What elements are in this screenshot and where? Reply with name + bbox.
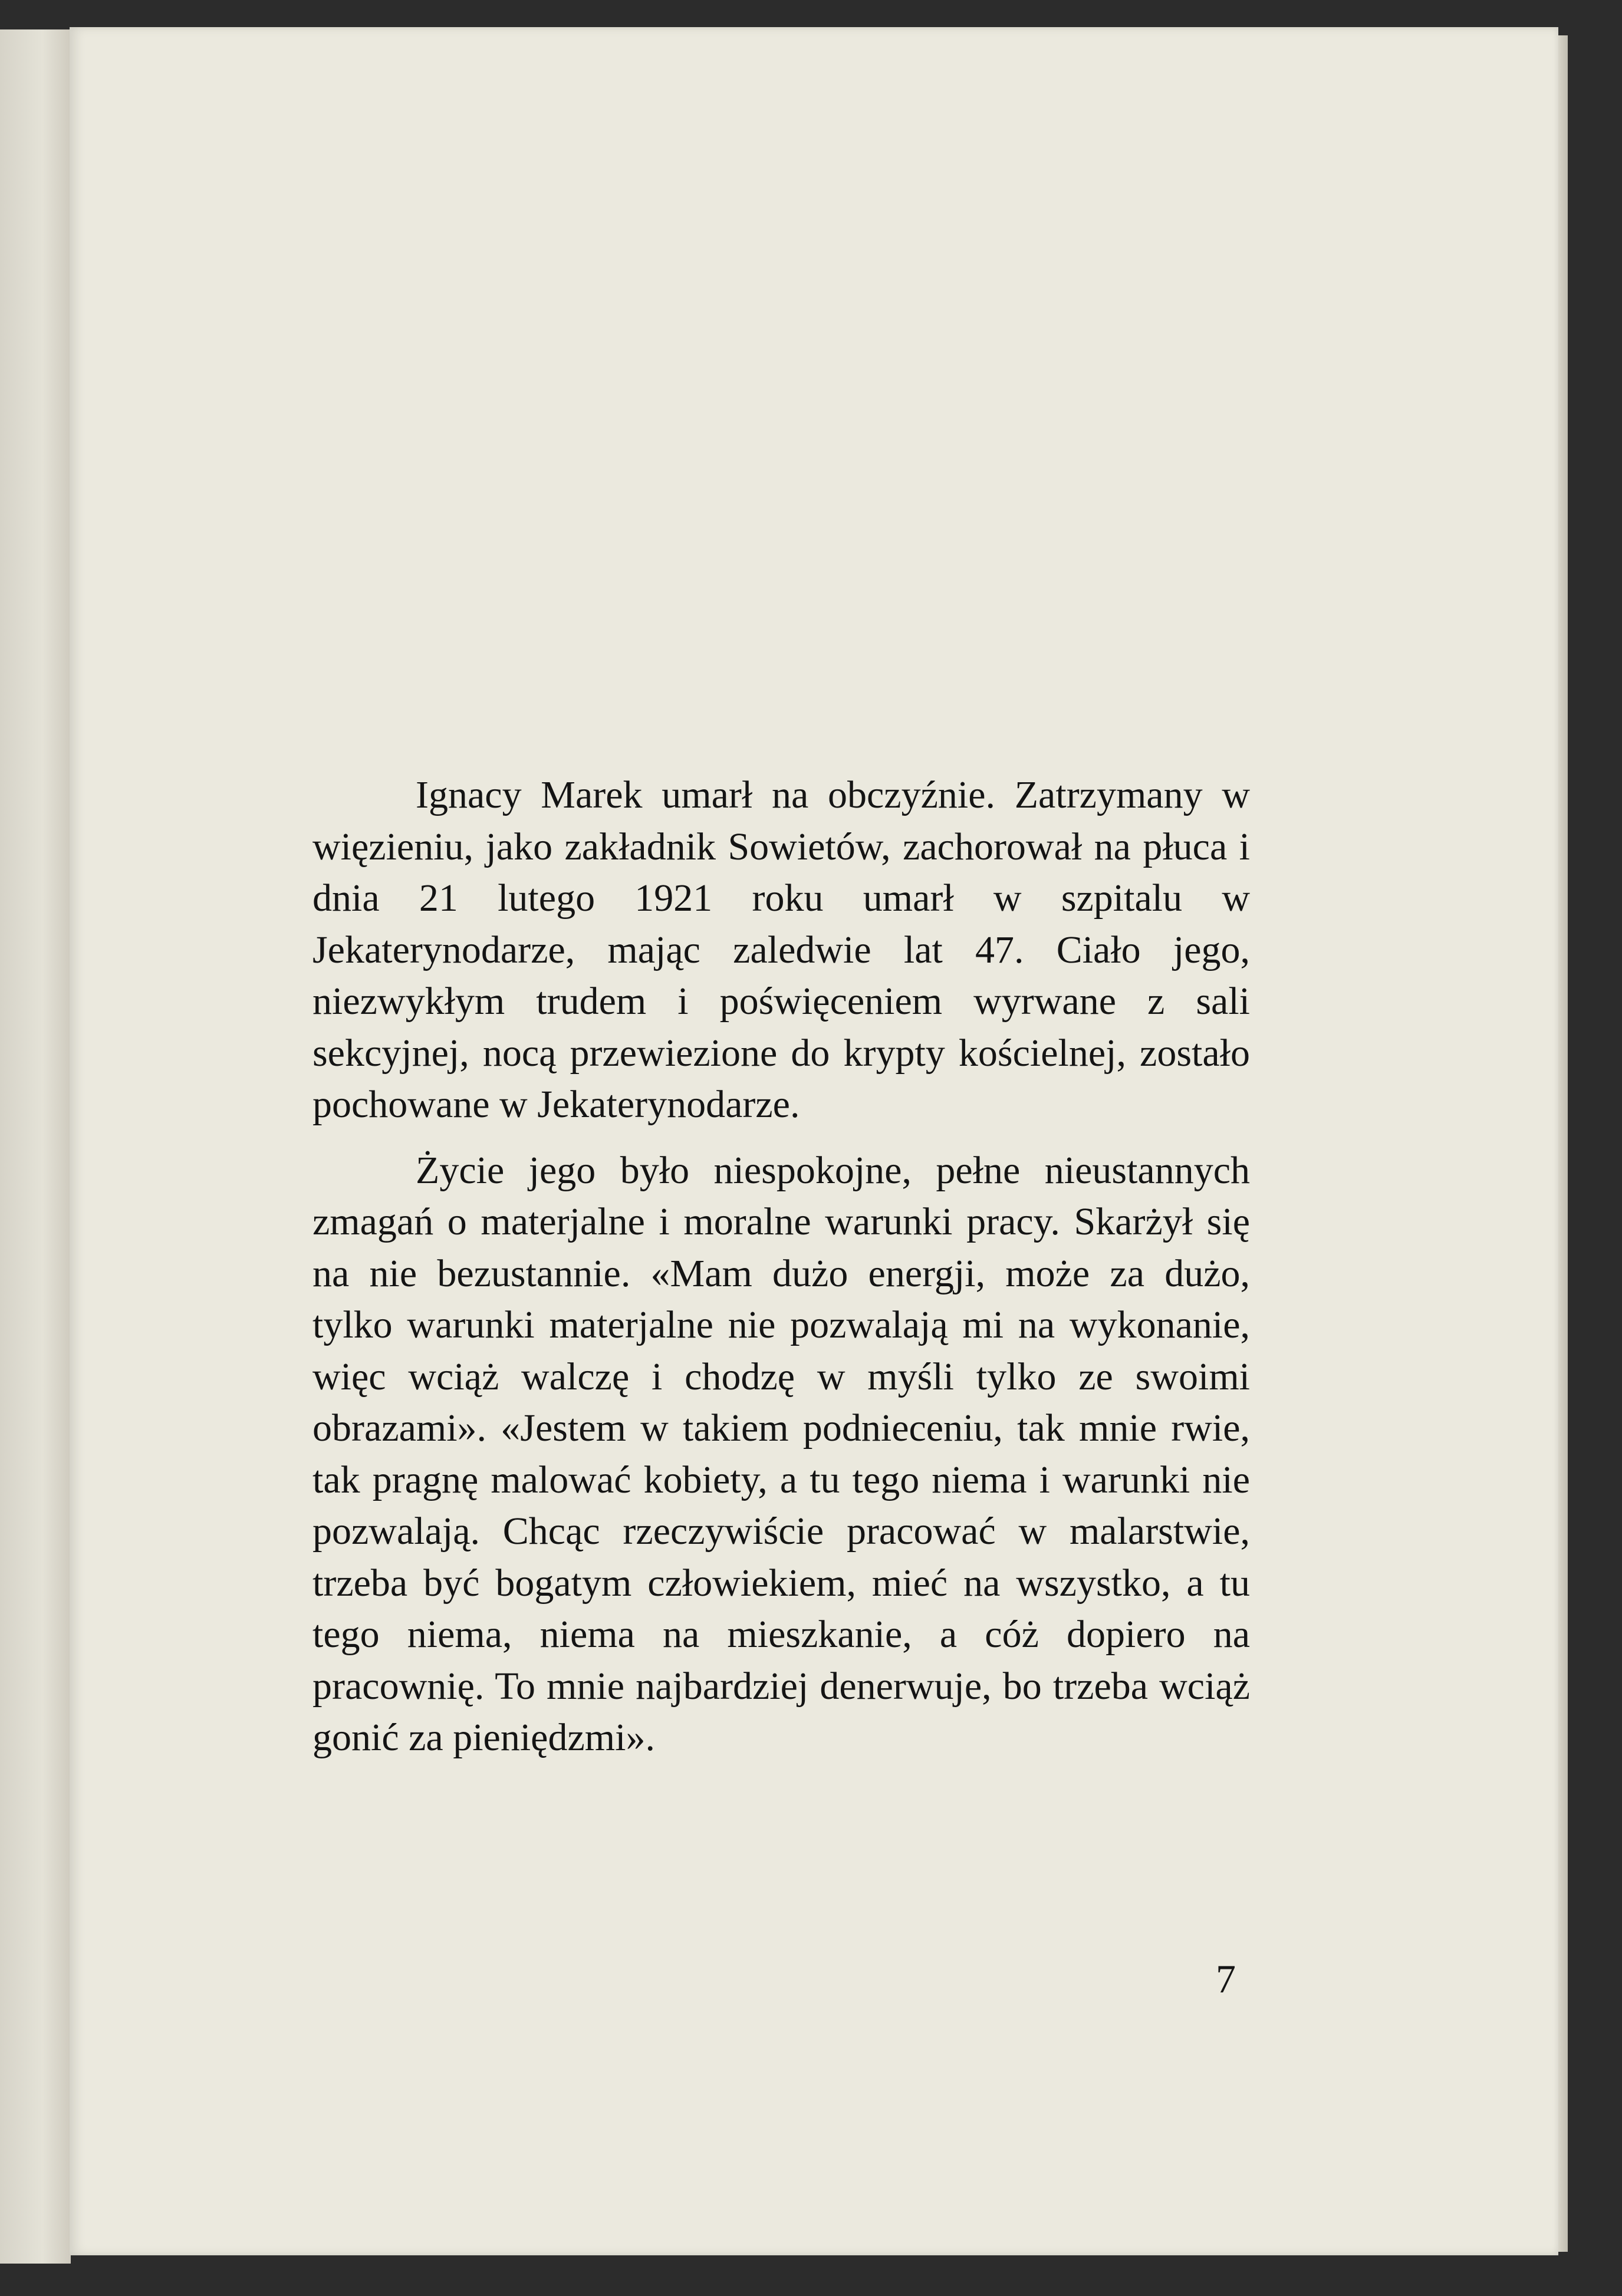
paragraph-2: Życie jego było niespokojne, pełne nieustannych zmagań o materjalne i moralne warunki pracy. Skarżył się na nie bezustannie. «Mam dużo energji, może za dużo, tylko warunki materjalne nie pozwalają mi na wykonanie, więc wciąż walczę i chodzę w myśli tylko ze swoimi obrazami». «Jestem w takiem podnieceniu, tak mnie rwie, tak pragnę malować kobiety, a tu tego niema i warunki nie pozwalają. Chcąc rzeczywiście pracować w malarstwie, trzeba być bogatym człowiekiem, mieć na wszystko, a tu tego niema, niema na mieszkanie, a cóż dopiero na pracownię. To mnie najbardziej denerwuje, bo trzeba wciąż gonić za pieniędzmi».: [312, 1148, 1250, 1759]
left-page-edge: [0, 29, 71, 2264]
page-stack-edge: [1558, 35, 1568, 2252]
paragraph-1: Ignacy Marek umarł na obczyźnie. Zatrzymany w więzieniu, jako zakładnik Sowietów, zachorował na płuca i dnia 21 lutego 1921 roku umarł w szpitalu w Jekaterynodarze, mając zaledwie lat 47. Ciało jego, niezwykłym trudem i poświęceniem wyrwane z sali sekcyjnej, nocą przewiezione do krypty kościelnej, zostało pochowane w Jekaterynodarze.: [312, 773, 1250, 1126]
page-number: 7: [1216, 1956, 1236, 2001]
body-text: [312, 769, 1250, 1764]
